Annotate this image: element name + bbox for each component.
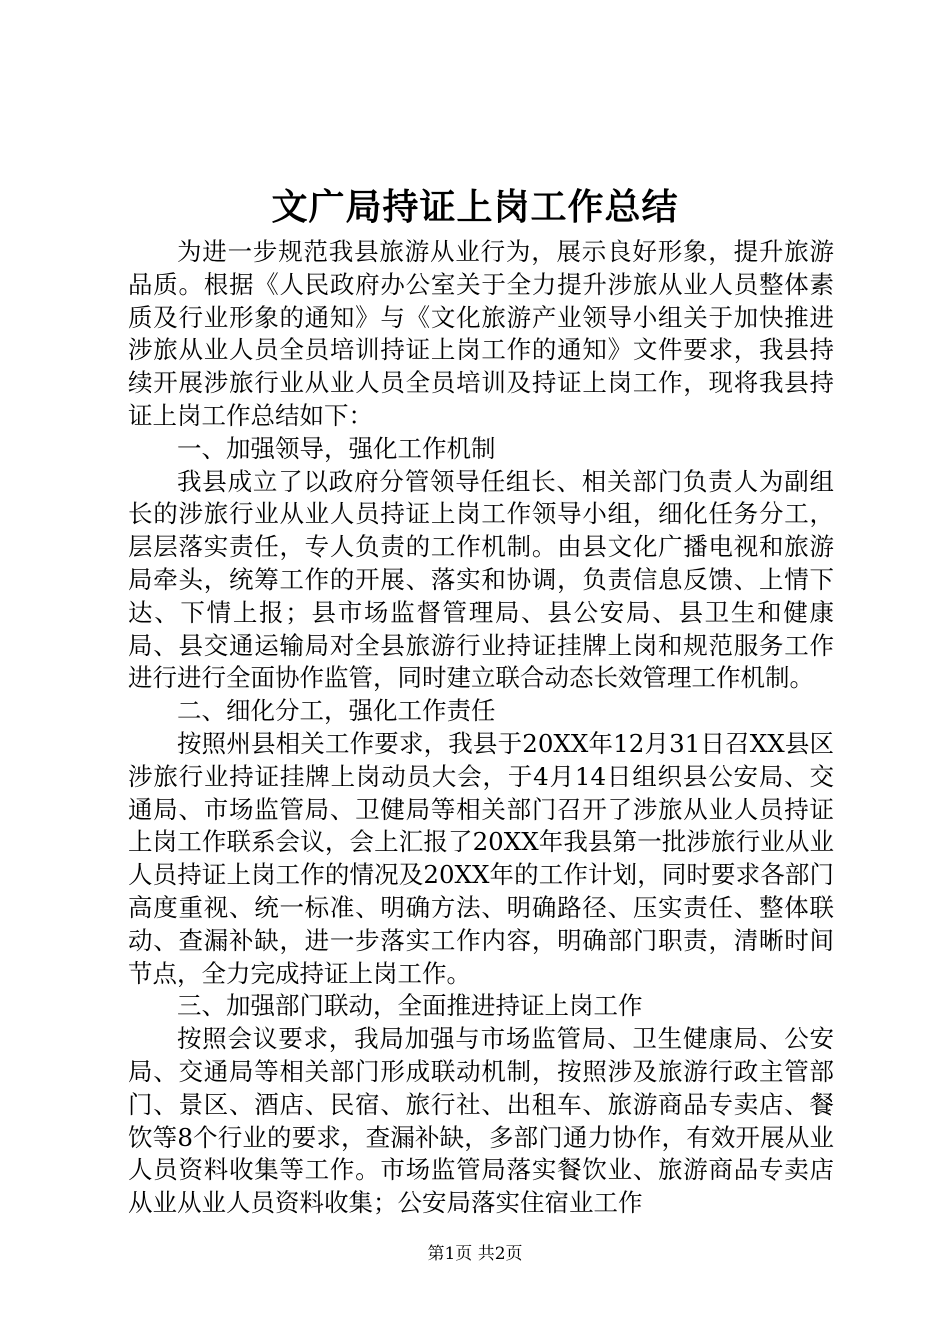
paragraph-section-3: 按照会议要求，我局加强与市场监管局、卫生健康局、公安局、交通局等相关部门形成联动机制，按照涉及旅游行政主管部门、景区、酒店、民宿、旅行社、出租车、旅游商品专卖店、餐饮等8个行业的要求，查漏补缺，多部门通力协作，有效开展从业人员资料收集等工作。市场监管局落实餐饮业、旅游商品专卖店从业从业人员资料收集；公安局落实住宿业工作 xyxy=(128,1024,834,1218)
document-body xyxy=(128,236,834,1220)
section-heading-3: 三、加强部门联动，全面推进持证上岗工作 xyxy=(177,991,643,1021)
paragraph-section-1: 我县成立了以政府分管领导任组长、相关部门负责人为副组长的涉旅行业从业人员持证上岗工作领导小组，细化任务分工，层层落实责任，专人负责的工作机制。由县文化广播电视和旅游局牵头，统筹工作的开展、落实和协调，负责信息反馈、上情下达、下情上报；县市场监督管理局、县公安局、县卫生和健康局、县交通运输局对全县旅游行业持证挂牌上岗和规范服务工作进行进行全面协作监管，同时建立联合动态长效管理工作机制。 xyxy=(128,466,834,693)
paragraph-intro: 为进一步规范我县旅游从业行为，展示良好形象，提升旅游品质。根据《人民政府办公室关于全力提升涉旅从业人员整体素质及行业形象的通知》与《文化旅游产业领导小组关于加快推进涉旅从业人员全员培训持证上岗工作的通知》文件要求，我县持续开展涉旅行业从业人员全员培训及持证上岗工作，现将我县持证上岗工作总结如下： xyxy=(128,237,834,430)
section-heading-1: 一、加强领导，强化工作机制 xyxy=(177,433,496,463)
section-heading-2: 二、细化分工，强化工作责任 xyxy=(177,696,496,726)
page-number-footer: 第1页 共2页 xyxy=(427,1244,523,1264)
paragraph-section-2: 按照州县相关工作要求，我县于20XX年12月31日召XX县区涉旅行业持证挂牌上岗动员大会，于4月14日组织县公安局、交通局、市场监管局、卫健局等相关部门召开了涉旅从业人员持证上岗工作联系会议，会上汇报了20XX年我县第一批涉旅行业从业人员持证上岗工作的情况及20XX年的工作计划，同时要求各部门高度重视、统一标准、明确方法、明确路径、压实责任、整体联动、查漏补缺，进一步落实工作内容，明确部门职责，清晰时间节点，全力完成持证上岗工作。 xyxy=(128,728,834,988)
document-title: 文广局持证上岗工作总结 xyxy=(271,187,679,228)
